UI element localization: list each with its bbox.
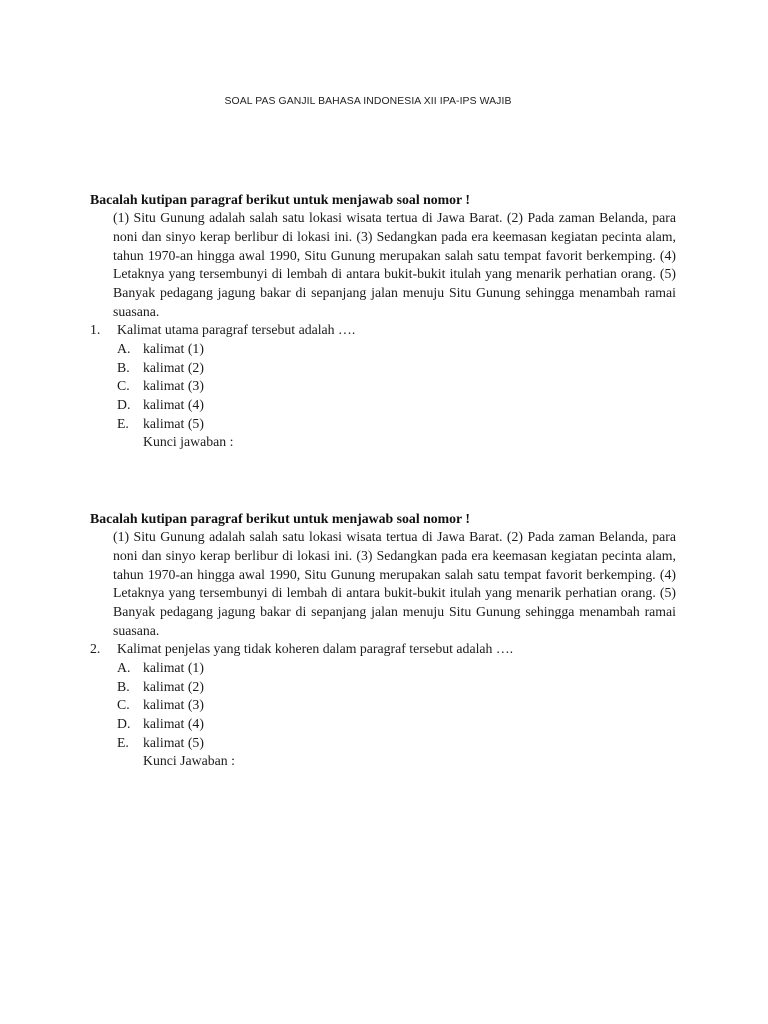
option-letter: A. (117, 341, 131, 356)
passage-line: noni dan sinyo kerap berlibur di lokasi ini. (3) Sedangkan pada era keemasan kegiatan pecinta alam, (113, 547, 676, 563)
question-1 (0, 321, 768, 340)
question-text: Kalimat penjelas yang tidak koheren dalam paragraf tersebut adalah …. (117, 641, 514, 657)
option-letter: D. (117, 397, 131, 413)
option-text: kalimat (3) (143, 697, 204, 713)
passage-line: (1) Situ Gunung adalah salah satu lokasi wisata tertua di Jawa Barat. (2) Pada zaman Belanda, para (113, 210, 676, 226)
option-text: kalimat (1) (143, 341, 204, 356)
passage-line: (1) Situ Gunung adalah salah satu lokasi wisata tertua di Jawa Barat. (2) Pada zaman Belanda, para (113, 529, 676, 545)
passage-line: Letaknya yang tersembunyi di lembah di antara bukit-bukit itulah yang menarik perhatian orang. (5) (113, 585, 676, 601)
passage-line: noni dan sinyo kerap berlibur di lokasi ini. (3) Sedangkan pada era keemasan kegiatan pecinta alam, (113, 228, 676, 244)
passage-line: tahun 1970-an hingga awal 1990, Situ Gunung merupakan salah satu tempat favorit berkemping. (4) (113, 247, 676, 263)
option-e (0, 734, 768, 753)
option-d (0, 396, 768, 415)
option-text: kalimat (2) (143, 359, 204, 375)
option-a (0, 659, 768, 678)
passage-line: suasana. (113, 622, 160, 638)
option-letter: B. (117, 678, 130, 694)
option-text: kalimat (4) (143, 397, 204, 413)
option-letter: C. (117, 697, 130, 713)
option-text: kalimat (5) (143, 734, 204, 750)
option-letter: A. (117, 660, 131, 675)
option-text: kalimat (2) (143, 678, 204, 694)
option-letter: B. (117, 359, 130, 375)
option-b (0, 359, 768, 378)
section-instruction: Bacalah kutipan paragraf berikut untuk menjawab soal nomor ! (90, 191, 470, 207)
option-letter: E. (117, 415, 129, 431)
option-e (0, 415, 768, 434)
option-letter: E. (117, 734, 129, 750)
option-text: kalimat (3) (143, 378, 204, 394)
passage-line: suasana. (113, 303, 160, 319)
question-text: Kalimat utama paragraf tersebut adalah …. (117, 322, 356, 338)
option-text: kalimat (5) (143, 415, 204, 431)
option-letter: C. (117, 378, 130, 394)
option-text: kalimat (1) (143, 660, 204, 675)
question-section-1 (0, 191, 768, 453)
option-text: kalimat (4) (143, 716, 204, 732)
option-d (0, 715, 768, 734)
question-number: 1. (90, 322, 101, 338)
question-section-2 (0, 510, 768, 772)
question-2 (0, 640, 768, 659)
passage-line: Letaknya yang tersembunyi di lembah di antara bukit-bukit itulah yang menarik perhatian orang. (5) (113, 266, 676, 282)
passage-line: tahun 1970-an hingga awal 1990, Situ Gunung merupakan salah satu tempat favorit berkemping. (4) (113, 566, 676, 582)
passage-line: Banyak pedagang jagung bakar di sepanjang jalan menuju Situ Gunung sehingga menambah ramai (113, 603, 676, 619)
option-letter: D. (117, 716, 131, 732)
option-b (0, 678, 768, 697)
section-instruction: Bacalah kutipan paragraf berikut untuk menjawab soal nomor ! (90, 510, 470, 526)
document-title: SOAL PAS GANJIL BAHASA INDONESIA XII IPA-IPS WAJIB (224, 96, 512, 107)
option-c (0, 696, 768, 715)
question-number: 2. (90, 641, 101, 657)
option-c (0, 377, 768, 396)
answer-key-label: Kunci jawaban : (143, 434, 234, 450)
option-a (0, 340, 768, 359)
passage-line: Banyak pedagang jagung bakar di sepanjang jalan menuju Situ Gunung sehingga menambah ramai (113, 284, 676, 300)
answer-key-label: Kunci Jawaban : (143, 753, 235, 769)
